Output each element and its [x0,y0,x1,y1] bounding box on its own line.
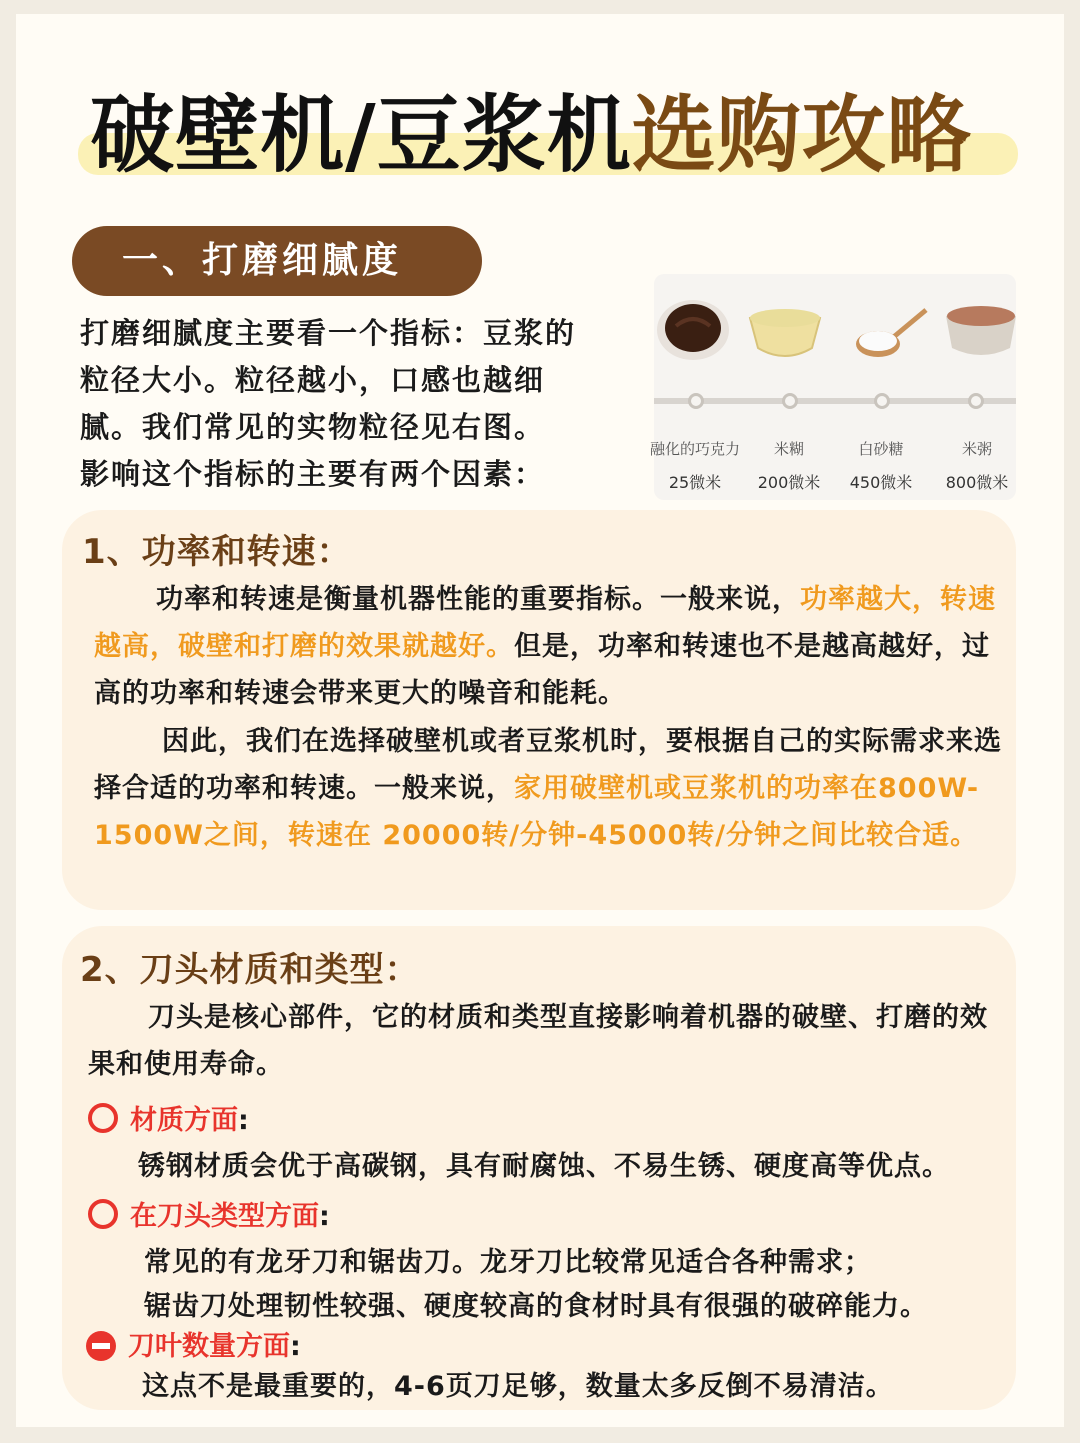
blade-count-text: 这点不是最重要的，4-6页刀足够，数量太多反倒不易清洁。 [142,1371,894,1402]
scale-dot [968,393,984,409]
factor1-heading: 1、功率和转速： [82,532,352,572]
title-part1: 破壁机/豆浆机 [90,86,632,184]
factor1-paragraph1: 功率和转速是衡量机器性能的重要指标。一般来说，功率越大，转速越高，破壁和打磨的效果就越好。但是，功率和转速也不是越高越好，过高的功率和转速会带来更大的噪音和能耗。 [94,584,996,709]
circle-icon [88,1103,118,1133]
figure-label: 白砂糖 [858,440,904,458]
figure-value: 800微米 [945,473,1009,492]
figure-value: 25微米 [668,473,722,492]
intro-text: 打磨细腻度主要看一个指标：豆浆的 粒径大小。粒径越小，口感也越细 腻。我们常见的实物粒径见右图。 影响这个指标的主要有两个因素： [80,316,577,491]
page-title [50,48,1040,184]
factor2-card [62,926,1016,1410]
blade-type-text1: 常见的有龙牙刀和锯齿刀。龙牙刀比较常见适合各种需求； [144,1247,872,1278]
circle-icon [88,1199,118,1229]
figure-value: 200微米 [757,473,821,492]
sugar-spoon-icon [850,296,928,366]
figure-label: 米糊 [773,440,804,458]
scale-dot [874,393,890,409]
factor1-paragraph2: 因此，我们在选择破壁机或者豆浆机时，要根据自己的实际需求来选择合适的功率和转速。一般来说，家用破壁机或豆浆机的功率在800W-1500W之间，转速在 20000转/分钟-45000转/分钟之间比较合适。 [94,726,1002,851]
section-heading-pill: 一、打磨细腻度 [72,226,482,296]
figure-label: 米粥 [961,440,992,458]
factor2-paragraph: 刀头是核心部件，它的材质和类型直接影响着机器的破壁、打磨的效果和使用寿命。 [88,1002,988,1080]
material-text: 锈钢材质会优于高碳钢，具有耐腐蚀、不易生锈、硬度高等优点。 [138,1151,950,1182]
particle-size-figure [650,274,1016,500]
scale-dot [782,393,798,409]
rice-porridge-bowl-icon [942,296,1020,366]
factor1-card [62,510,1016,910]
factor2-heading: 2、刀头材质和类型： [80,950,420,990]
material-subheading: 材质方面: [88,1098,249,1137]
scale-track [654,398,1016,404]
figure-label: 融化的巧克力 [650,440,741,458]
blade-count-subheading: 刀叶数量方面: [86,1324,301,1363]
blade-type-text2: 锯齿刀处理韧性较强、硬度较高的食材时具有很强的破碎能力。 [144,1291,928,1322]
chocolate-bowl-icon [654,296,732,366]
blade-type-subheading: 在刀头类型方面: [88,1194,330,1233]
minus-circle-icon [86,1331,116,1361]
title-part2: 选购攻略 [631,86,972,184]
rice-paste-bowl-icon [746,296,824,366]
figure-value: 450微米 [849,473,913,492]
scale-dot [688,393,704,409]
